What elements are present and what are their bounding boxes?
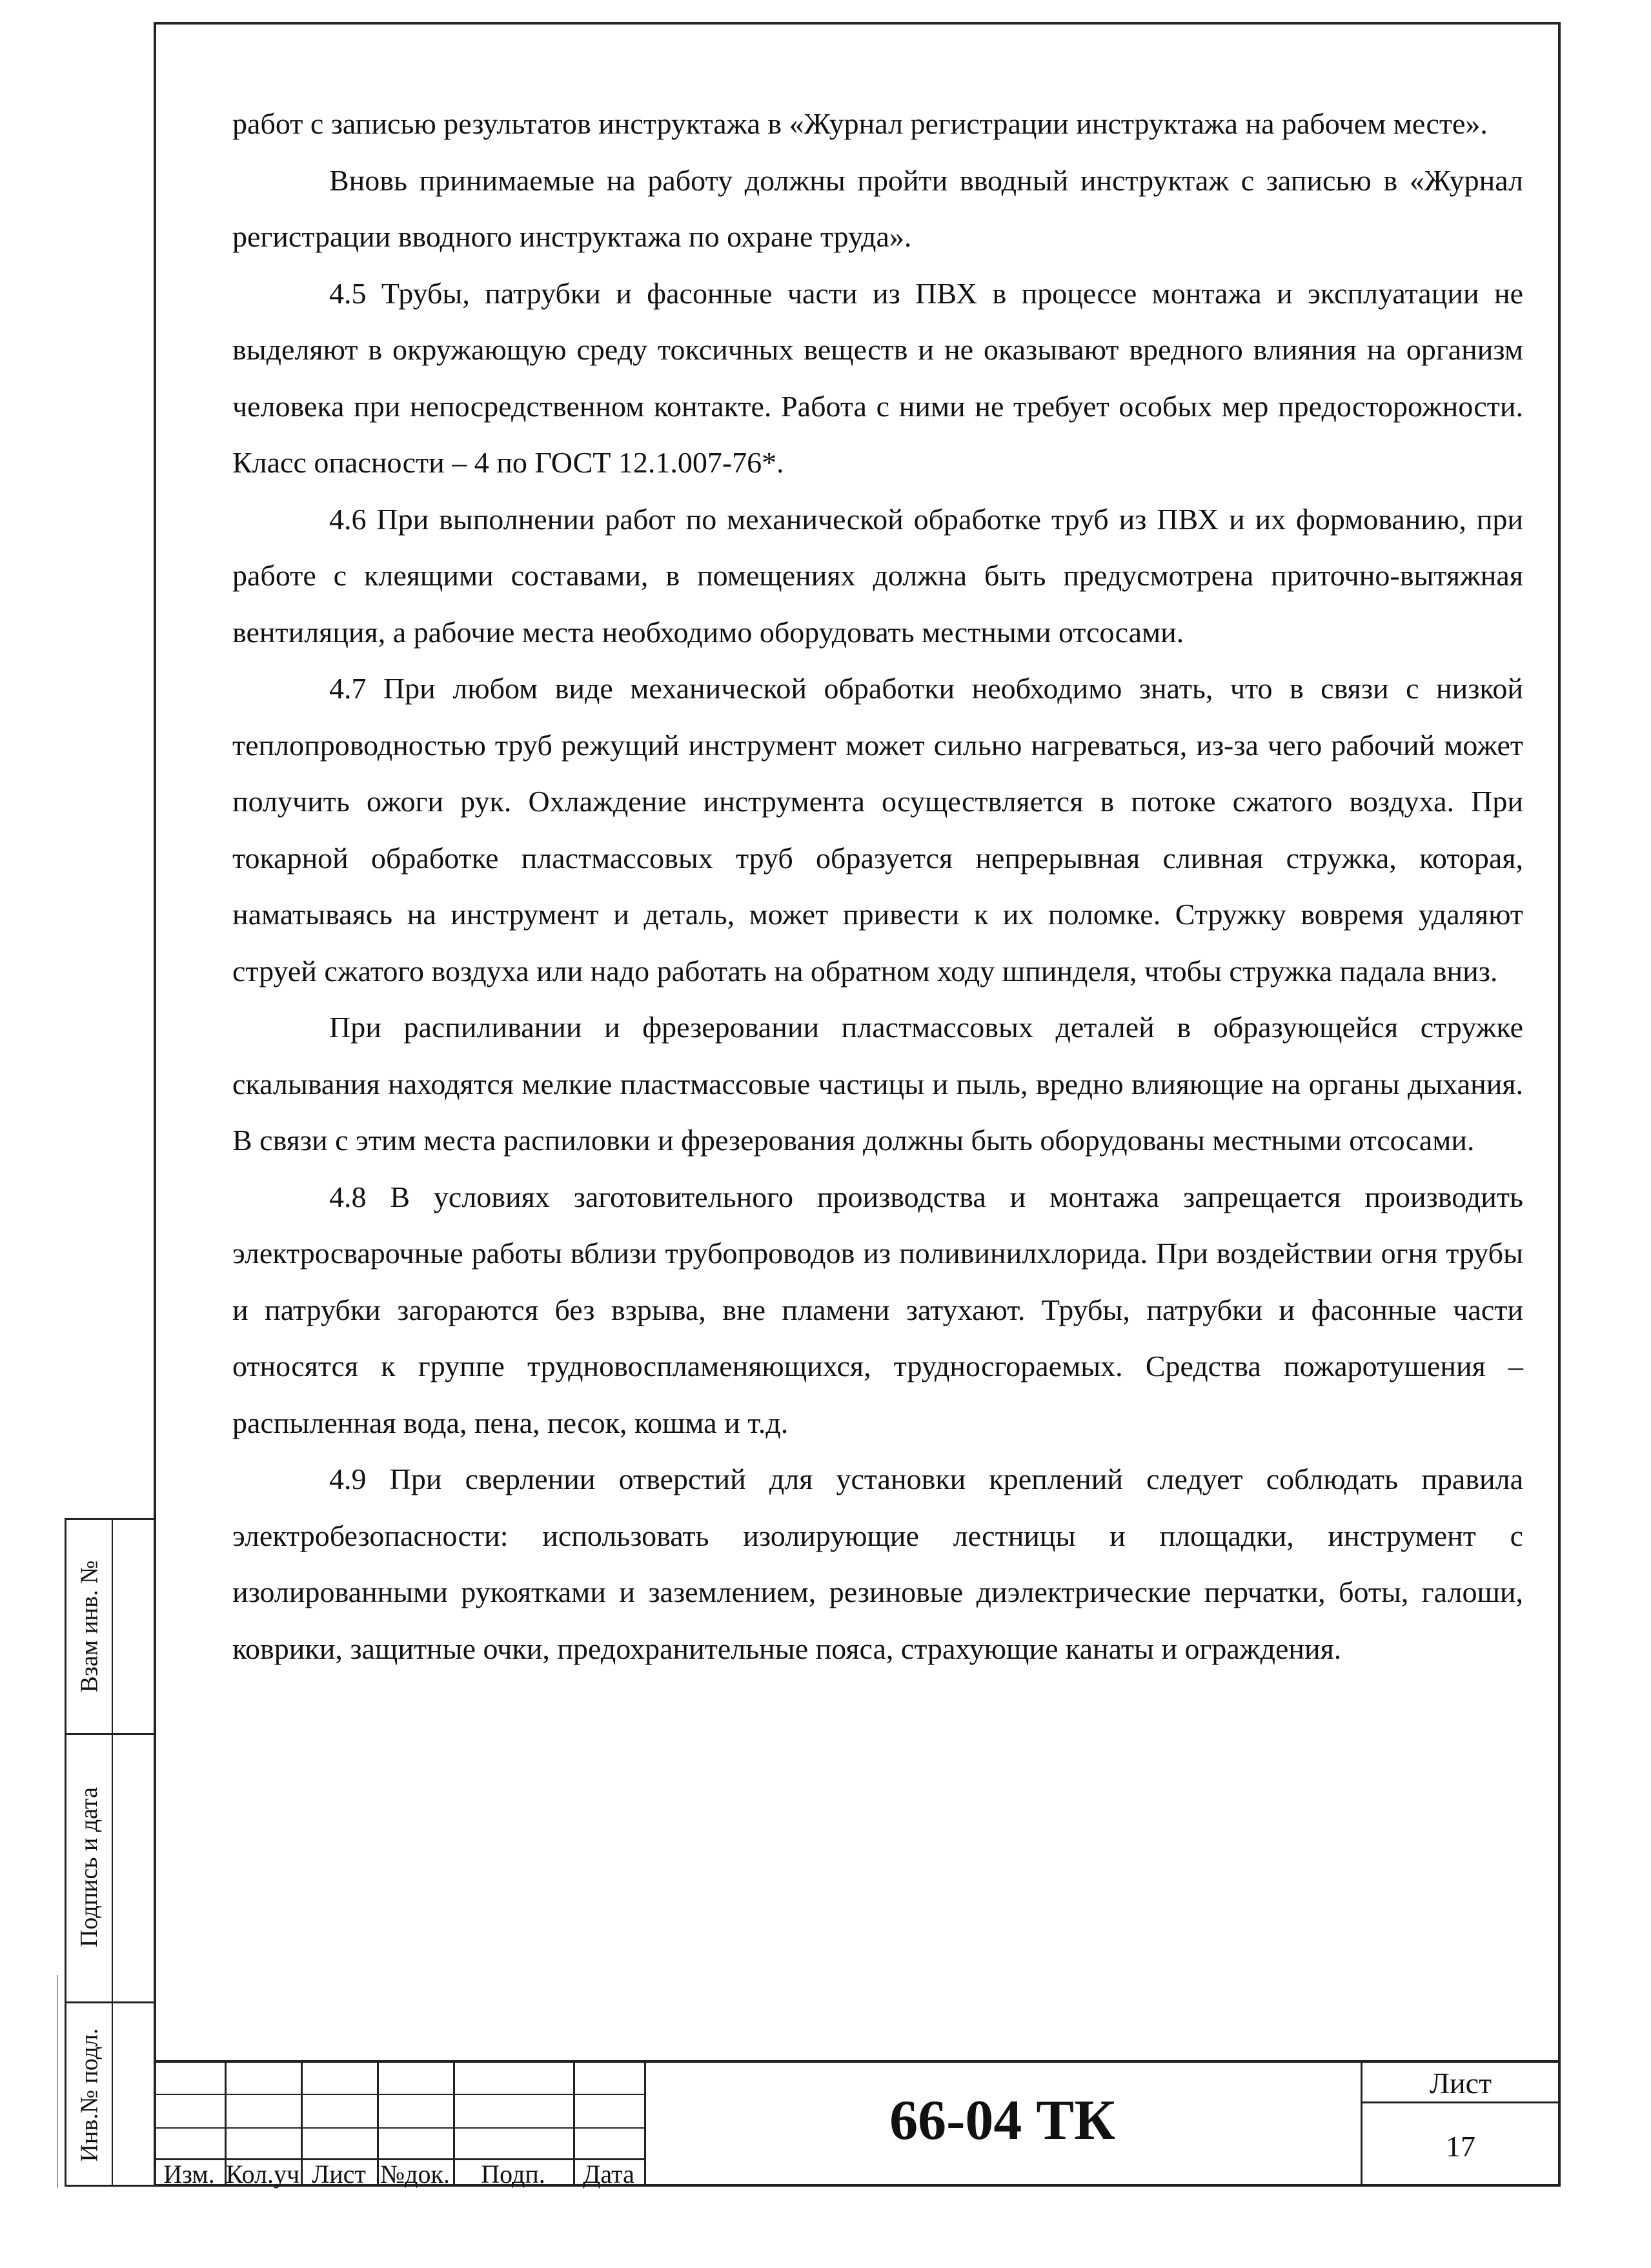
stamp-label: Взам инв. № <box>76 1560 103 1693</box>
stamp-cell-podpis-data <box>66 1733 112 2001</box>
sheet-number: 17 <box>1446 2130 1475 2163</box>
grid-line <box>154 2127 644 2129</box>
rev-header-izm: Изм. <box>163 2160 215 2189</box>
paragraph: работ с записью результатов инструктажа в «Журнал регистрации инструктажа на рабочем месте». <box>232 107 1488 140</box>
body-text <box>232 96 1523 1677</box>
document-code: 66-04 ТК <box>889 2089 1115 2152</box>
paragraph: Вновь принимаемые на работу должны пройти вводный инструктаж с записью в «Журнал регистрации вводного инструктажа по охране труда». <box>232 163 1523 253</box>
stamp-label: Подпись и дата <box>76 1787 103 1948</box>
paragraph: 4.5 Трубы, патрубки и фасонные части из ПВХ в процессе монтажа и эксплуатации не выделяют в окружающую среду токсичных веществ и не оказывают вредного влияния на организм человека при непосредственном контакте. Работа с ними не требует особых мер предосторожности. Класс опасности – 4 по ГОСТ 12.1.007-76*. <box>232 276 1523 479</box>
stamp-label: Инв.№ подл. <box>76 2028 103 2162</box>
rev-header-list: Лист <box>312 2160 366 2189</box>
rev-header-kol-uch: Кол.уч <box>225 2160 300 2189</box>
paragraph: 4.6 При выполнении работ по механической обработке труб из ПВХ и их формованию, при работе с клеящими составами, в помещениях должна быть предусмотрена приточно-вытяжная вентиляция, а рабочие места необходимо оборудовать местными отсосами. <box>232 502 1523 649</box>
margin-line <box>57 1975 58 2188</box>
stamp-cell-inv-podl <box>66 2001 112 2189</box>
stamp-cell-vzam-inv <box>66 1520 112 1733</box>
sheet-label: Лист <box>1429 2067 1492 2100</box>
side-stamp <box>65 1518 154 2187</box>
paragraph: При распиливании и фрезеровании пластмассовых деталей в образующейся стружке скалывания находятся мелкие пластмассовые частицы и пыль, вредно влияющие на органы дыхания. В связи с этим места распиловки и фрезерования должны быть оборудованы местными отсосами. <box>232 1011 1523 1157</box>
rev-header-podp: Подп. <box>481 2160 545 2189</box>
grid-line <box>154 2094 644 2095</box>
paragraph: 4.9 При сверлении отверстий для установки креплений следует соблюдать правила электробезопасности: использовать изолирующие лестницы и площадки, инструмент с изолированными рукоятками и заземлением, резиновые диэлектрические перчатки, боты, галоши, коврики, защитные очки, предохранительные пояса, страхующие канаты и ограждения. <box>232 1463 1523 1665</box>
paragraph: 4.7 При любом виде механической обработки необходимо знать, что в связи с низкой теплопроводностью труб режущий инструмент может сильно нагреваться, из-за чего рабочий может получить ожоги рук. Охлаждение инструмента осуществляется в потоке сжатого воздуха. При токарной обработке пластмассовых труб образуется непрерывная сливная стружка, которая, наматываясь на инструмент и деталь, может привести к их поломке. Стружку вовремя удаляют струей сжатого воздуха или надо работать на обратном ходу шпинделя, чтобы стружка падала вниз. <box>232 672 1523 987</box>
grid-line <box>112 1520 113 2185</box>
paragraph: 4.8 В условиях заготовительного производства и монтажа запрещается производить электросварочные работы вблизи трубопроводов из поливинилхлорида. При воздействии огня трубы и патрубки загораются без взрыва, вне пламени затухают. Трубы, патрубки и фасонные части относятся к группе трудновоспламеняющихся, трудносгораемых. Средства пожаротушения – распыленная вода, пена, песок, кошма и т.д. <box>232 1180 1523 1439</box>
rev-header-data: Дата <box>583 2160 634 2189</box>
rev-header-ndok: №док. <box>380 2160 450 2189</box>
title-block <box>154 2060 1561 2187</box>
